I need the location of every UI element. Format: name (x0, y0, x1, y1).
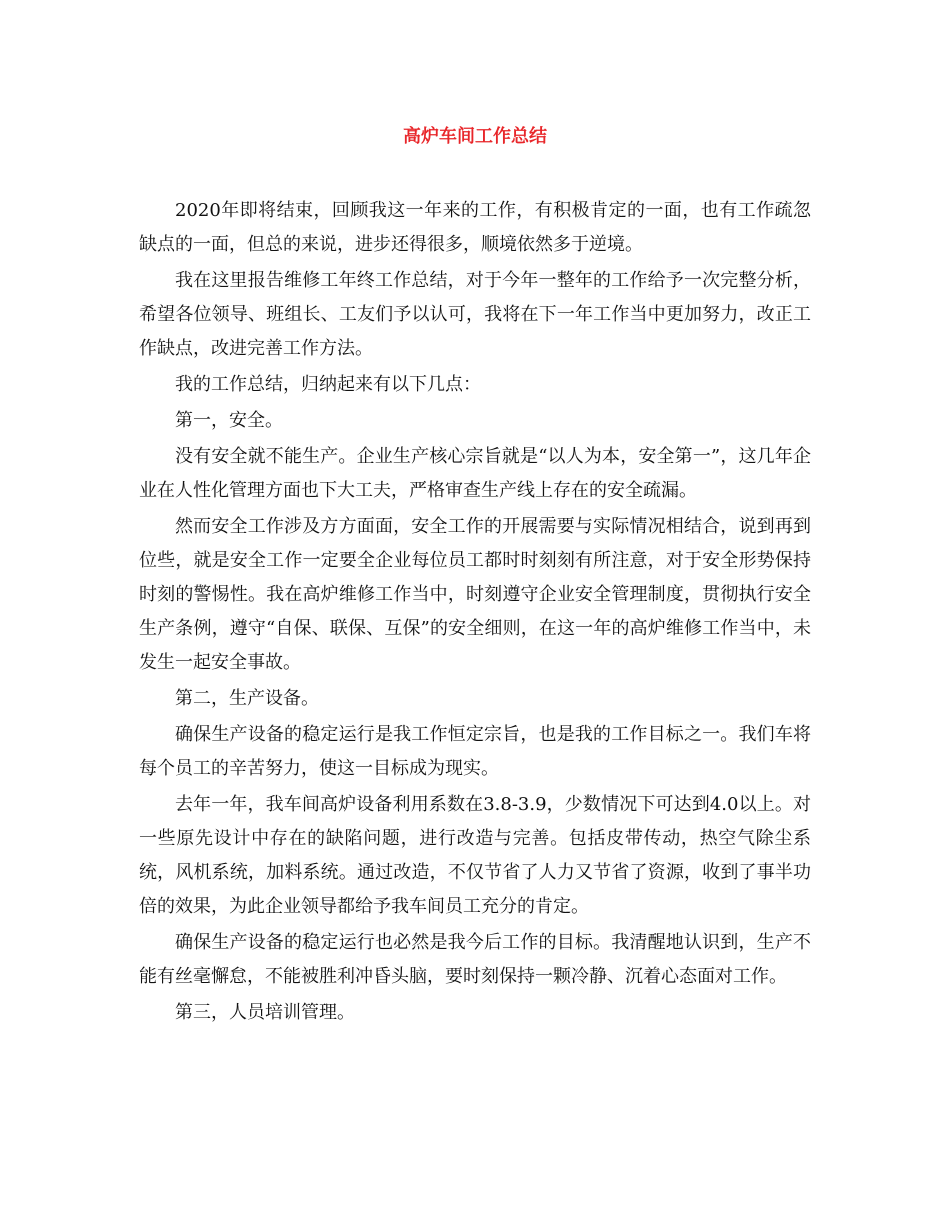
paragraph: 确保生产设备的稳定运行是我工作恒定宗旨，也是我的工作目标之一。我们车将每个员工的辛苦努力，使这一目标成为现实。 (139, 724, 811, 779)
document-title: 高炉车间工作总结 (403, 126, 547, 147)
paragraph: 2020年即将结束，回顾我这一年来的工作，有积极肯定的一面，也有工作疏忽缺点的一面，但总的来说，进步还得很多，顺境依然多于逆境。 (139, 200, 811, 255)
paragraph: 确保生产设备的稳定运行也必然是我今后工作的目标。我清醒地认识到，生产不能有丝毫懈怠，不能被胜利冲昏头脑，要时刻保持一颗冷静、沉着心态面对工作。 (139, 932, 811, 987)
paragraph: 我的工作总结，归纳起来有以下几点： (175, 374, 481, 395)
section-heading-safety: 第一，安全。 (175, 410, 283, 431)
paragraph: 去年一年，我车间高炉设备利用系数在3.8-3.9，少数情况下可达到4.0以上。对一些原先设计中存在的缺陷问题，进行改造与完善。包括皮带传动，热空气除尘系统，风机系统，加料系统。通过改造，不仅节省了人力又节省了资源，收到了事半功倍的效果，为此企业领导都给予我车间员工充分的肯定。 (139, 794, 811, 917)
section-heading-equipment: 第二，生产设备。 (175, 688, 319, 709)
document-body (139, 194, 811, 1032)
paragraph: 没有安全就不能生产。企业生产核心宗旨就是“以人为本，安全第一”，这几年企业在人性化管理方面也下大工夫，严格审查生产线上存在的安全疏漏。 (139, 446, 811, 501)
paragraph: 然而安全工作涉及方方面面，安全工作的开展需要与实际情况相结合，说到再到位些，就是安全工作一定要全企业每位员工都时时刻刻有所注意，对于安全形势保持时刻的警惕性。我在高炉维修工作当中，时刻遵守企业安全管理制度，贯彻执行安全生产条例，遵守“自保、联保、互保”的安全细则，在这一年的高炉维修工作当中，未发生一起安全事故。 (139, 516, 811, 673)
paragraph: 我在这里报告维修工年终工作总结，对于今年一整年的工作给予一次完整分析，希望各位领导、班组长、工友们予以认可，我将在下一年工作当中更加努力，改正工作缺点，改进完善工作方法。 (139, 270, 811, 359)
section-heading-training: 第三，人员培训管理。 (175, 1002, 355, 1023)
